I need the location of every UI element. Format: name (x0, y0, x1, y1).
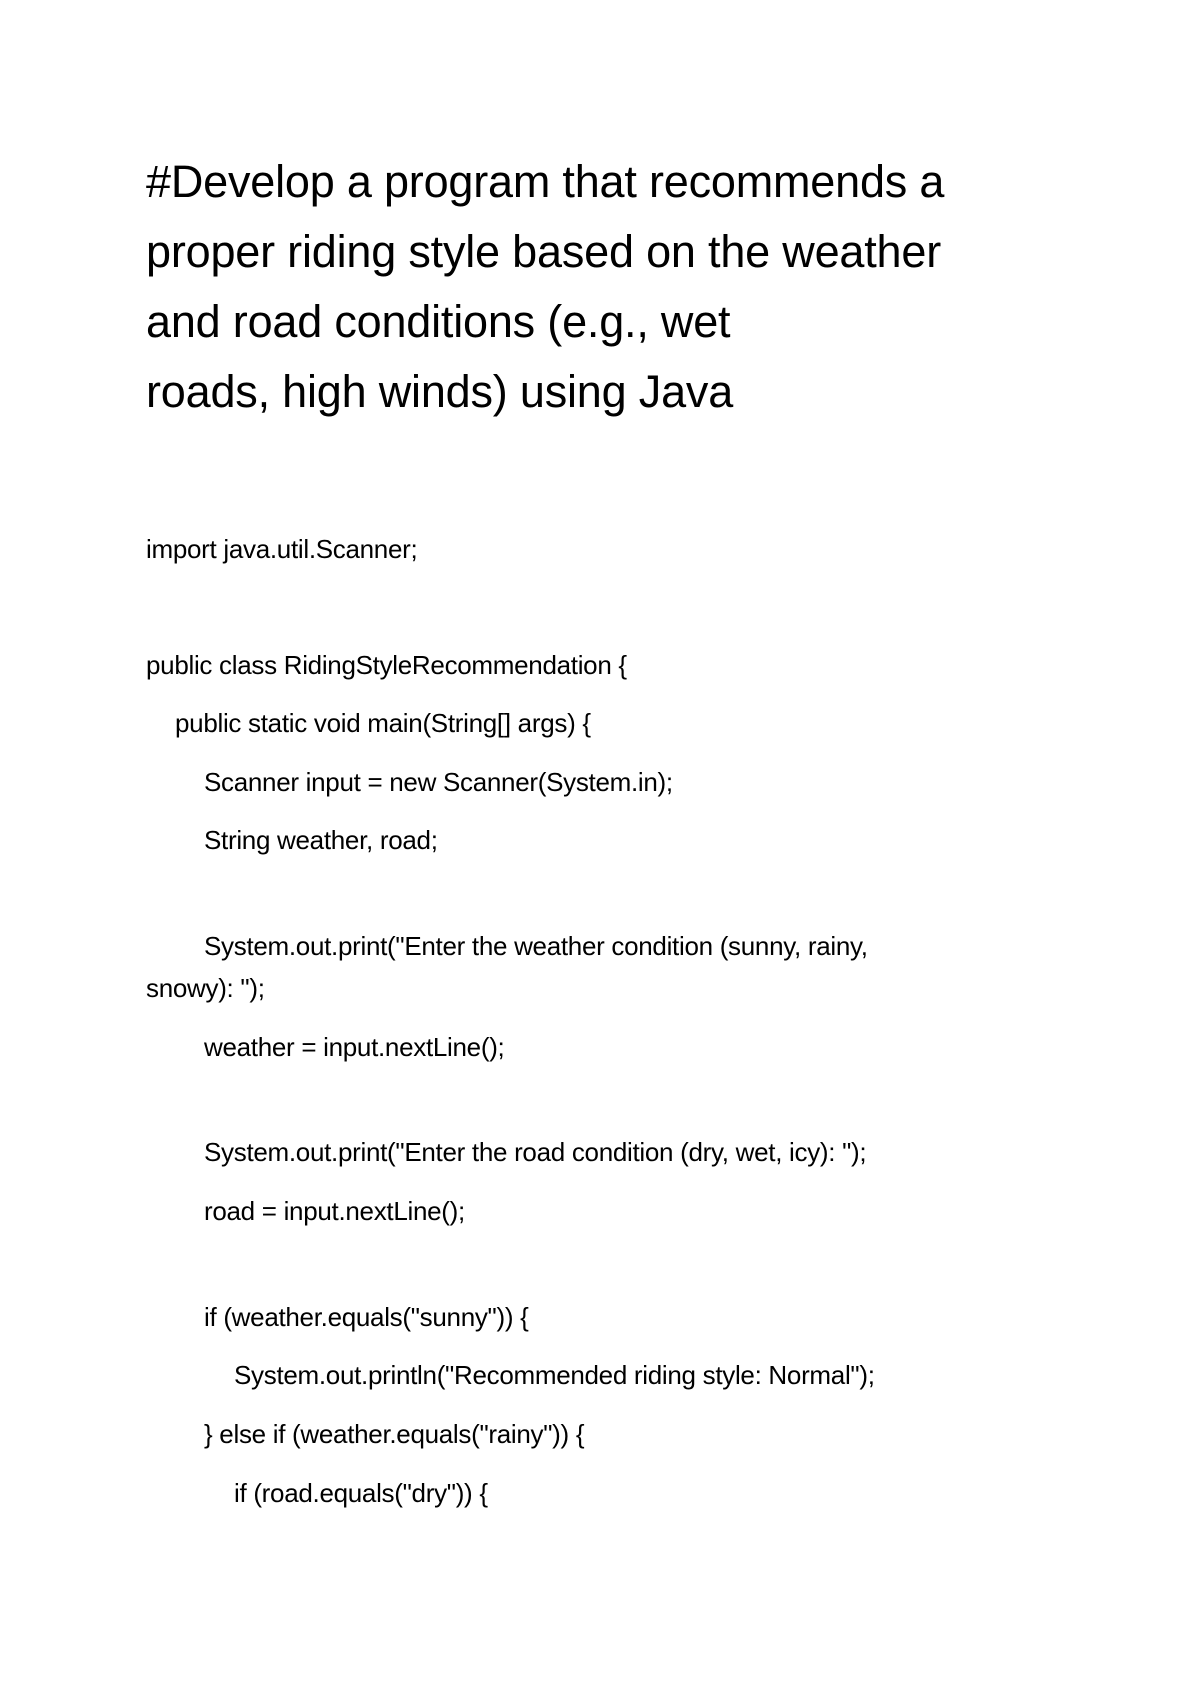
code-print-road: System.out.print("Enter the road condition (dry, wet, icy): "); (204, 1137, 867, 1167)
code-variable-declaration: String weather, road; (204, 825, 438, 855)
title-line-3: and road conditions (e.g., wet (146, 296, 731, 347)
code-import-line: import java.util.Scanner; (146, 534, 418, 564)
code-print-weather-line-2: snowy): "); (146, 973, 265, 1003)
title-line-2: proper riding style based on the weather (146, 226, 941, 277)
code-read-road: road = input.nextLine(); (204, 1196, 465, 1226)
code-if-dry: if (road.equals("dry")) { (234, 1478, 488, 1508)
code-main-declaration: public static void main(String[] args) { (175, 708, 591, 738)
code-read-weather: weather = input.nextLine(); (204, 1032, 505, 1062)
code-else-if-rainy: } else if (weather.equals("rainy")) { (204, 1419, 585, 1449)
code-print-weather-line-1: System.out.print("Enter the weather condition (sunny, rainy, (204, 931, 868, 961)
title-line-1: #Develop a program that recommends a (146, 156, 945, 207)
title-line-4: roads, high winds) using Java (146, 366, 734, 417)
code-if-sunny: if (weather.equals("sunny")) { (204, 1302, 529, 1332)
code-class-declaration: public class RidingStyleRecommendation { (146, 650, 627, 680)
document-title (146, 147, 1066, 427)
code-scanner-init: Scanner input = new Scanner(System.in); (204, 767, 673, 797)
code-println-normal: System.out.println("Recommended riding style: Normal"); (234, 1360, 875, 1390)
